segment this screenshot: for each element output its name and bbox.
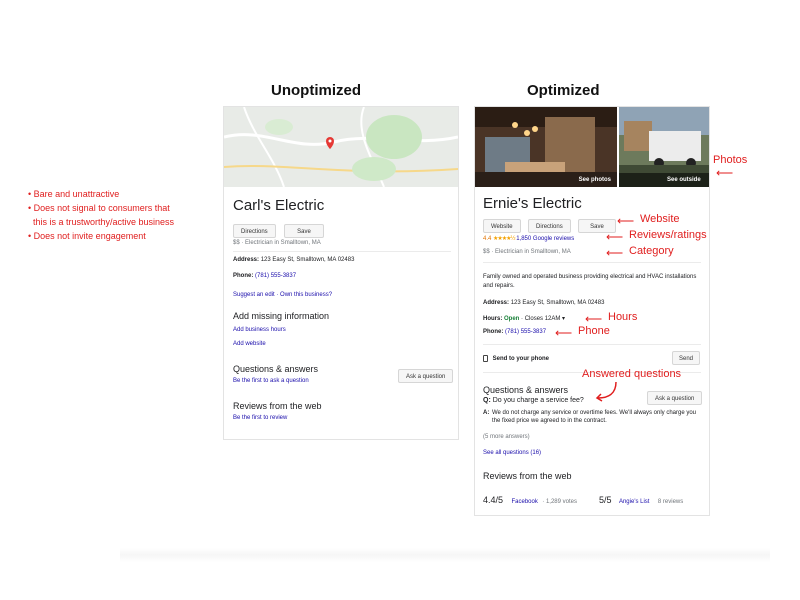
address-label: Address: xyxy=(483,300,510,306)
unoptimized-panel xyxy=(223,106,459,440)
note-line: this is a trustworthy/active business xyxy=(28,217,175,227)
note-line: • Does not signal to consumers that xyxy=(28,203,170,213)
see-all-questions-link[interactable]: See all questions (16) xyxy=(483,450,542,456)
missing-info-title: Add missing information xyxy=(233,311,330,321)
more-answers[interactable]: (5 more answers) xyxy=(483,434,530,440)
edit-links[interactable]: Suggest an edit · Own this business? xyxy=(233,292,333,298)
add-website-link[interactable]: Add website xyxy=(233,341,266,347)
arrow-left-icon: ⟵ xyxy=(716,166,734,180)
google-reviews-link[interactable]: 1,850 Google reviews xyxy=(516,236,575,242)
website-button[interactable]: Website xyxy=(483,219,521,233)
directions-button[interactable]: Directions xyxy=(233,224,276,238)
address-value: 123 Easy St, Smalltown, MA 02483 xyxy=(510,300,605,306)
facebook-link[interactable]: Facebook xyxy=(511,499,538,505)
critique-notes xyxy=(28,187,174,243)
ask-question-button[interactable]: Ask a question xyxy=(398,369,453,383)
answer-prefix: A: xyxy=(483,410,490,416)
directions-button[interactable]: Directions xyxy=(528,219,571,233)
save-button[interactable]: Save xyxy=(284,224,324,238)
send-to-phone-row[interactable] xyxy=(483,355,549,362)
angies-list-link[interactable]: Angie's List xyxy=(618,499,650,505)
phone-label: Phone: xyxy=(233,273,254,279)
review-source-2 xyxy=(599,490,683,508)
hours-row[interactable] xyxy=(483,315,565,322)
annotation-answered: Answered questions xyxy=(582,368,682,380)
see-photos-label[interactable]: See photos xyxy=(578,177,611,183)
business-name: Carl's Electric xyxy=(233,197,325,214)
optimized-heading: Optimized xyxy=(527,82,600,99)
question-prefix: Q: xyxy=(483,397,491,404)
reviews-title: Reviews from the web xyxy=(483,471,572,481)
qa-first-link[interactable]: Be the first to ask a question xyxy=(233,378,309,384)
map-thumbnail[interactable] xyxy=(224,107,458,187)
qa-title: Questions & answers xyxy=(483,385,569,395)
interior-photo[interactable] xyxy=(475,107,617,187)
address-row xyxy=(233,257,354,263)
arrow-left-icon: ⟵ xyxy=(606,246,624,260)
hours-closes[interactable]: · Closes 12AM ▾ xyxy=(521,316,566,322)
exterior-photo[interactable] xyxy=(619,107,709,187)
note-line: • Bare and unattractive xyxy=(28,189,120,199)
question-text: Do you charge a service fee? xyxy=(492,397,584,404)
annotation-category: Category xyxy=(629,245,674,257)
review-count: 8 reviews xyxy=(657,499,684,505)
save-button[interactable]: Save xyxy=(578,219,616,233)
reviews-first-link[interactable]: Be the first to review xyxy=(233,415,288,421)
divider xyxy=(233,251,451,252)
phone-row xyxy=(233,273,296,279)
phone-row xyxy=(483,329,546,335)
annotation-photos: Photos xyxy=(713,154,748,166)
arrow-left-icon: ⟵ xyxy=(585,312,603,326)
address-label: Address: xyxy=(233,257,260,263)
map-image xyxy=(224,107,458,187)
send-to-phone-label: Send to your phone xyxy=(492,356,550,363)
arrow-left-icon: ⟵ xyxy=(606,230,624,244)
address-value: 123 Easy St, Smalltown, MA 02483 xyxy=(260,257,355,263)
business-category: $$ · Electrician in Smalltown, MA xyxy=(483,249,571,255)
bottom-shadow xyxy=(120,548,770,562)
star-rating-icon: ★★★★½ xyxy=(493,236,515,242)
arrow-left-icon: ⟵ xyxy=(555,326,573,340)
review-source-1 xyxy=(483,490,577,508)
qa-title: Questions & answers xyxy=(233,364,319,374)
review-score: 4.4/5 xyxy=(483,495,504,505)
business-category: $$ · Electrician in Smalltown, MA xyxy=(233,240,321,246)
see-outside-label[interactable]: See outside xyxy=(667,177,701,183)
hours-open: Open xyxy=(504,316,520,322)
optimized-panel xyxy=(474,106,710,516)
annotation-phone: Phone xyxy=(578,325,610,337)
send-button[interactable]: Send xyxy=(672,351,700,365)
divider xyxy=(483,262,701,263)
answer-text: We do not charge any service or overtime fees. We'll always only charge you the fixed price we agreed to in the contract. xyxy=(492,410,697,424)
curved-arrow-icon xyxy=(592,380,622,404)
question-row xyxy=(483,397,584,404)
rating-row xyxy=(483,235,574,242)
divider xyxy=(483,344,701,345)
arrow-left-icon: ⟵ xyxy=(617,214,635,228)
phone-link[interactable]: (781) 555-3837 xyxy=(255,273,297,279)
annotation-website: Website xyxy=(640,213,680,225)
hours-label: Hours: xyxy=(483,316,503,322)
rating-value: 4.4 xyxy=(483,236,492,242)
address-row xyxy=(483,300,604,306)
review-score: 5/5 xyxy=(599,495,612,505)
review-votes: · 1,289 votes xyxy=(542,499,577,505)
ask-question-button[interactable]: Ask a question xyxy=(647,391,702,405)
annotation-reviews: Reviews/ratings xyxy=(629,229,707,241)
note-line: • Does not invite engagement xyxy=(28,231,146,241)
phone-label: Phone: xyxy=(483,329,504,335)
reviews-title: Reviews from the web xyxy=(233,401,322,411)
interior-photo-image xyxy=(475,107,617,187)
unoptimized-heading: Unoptimized xyxy=(271,82,361,99)
description: Family owned and operated business providing electrical and HVAC installations and repairs. xyxy=(483,274,697,289)
phone-link[interactable]: (781) 555-3837 xyxy=(505,329,547,335)
annotation-hours: Hours xyxy=(608,311,638,323)
answer-row xyxy=(483,409,705,425)
phone-send-icon xyxy=(483,355,488,362)
add-hours-link[interactable]: Add business hours xyxy=(233,327,286,333)
business-name: Ernie's Electric xyxy=(483,195,582,212)
